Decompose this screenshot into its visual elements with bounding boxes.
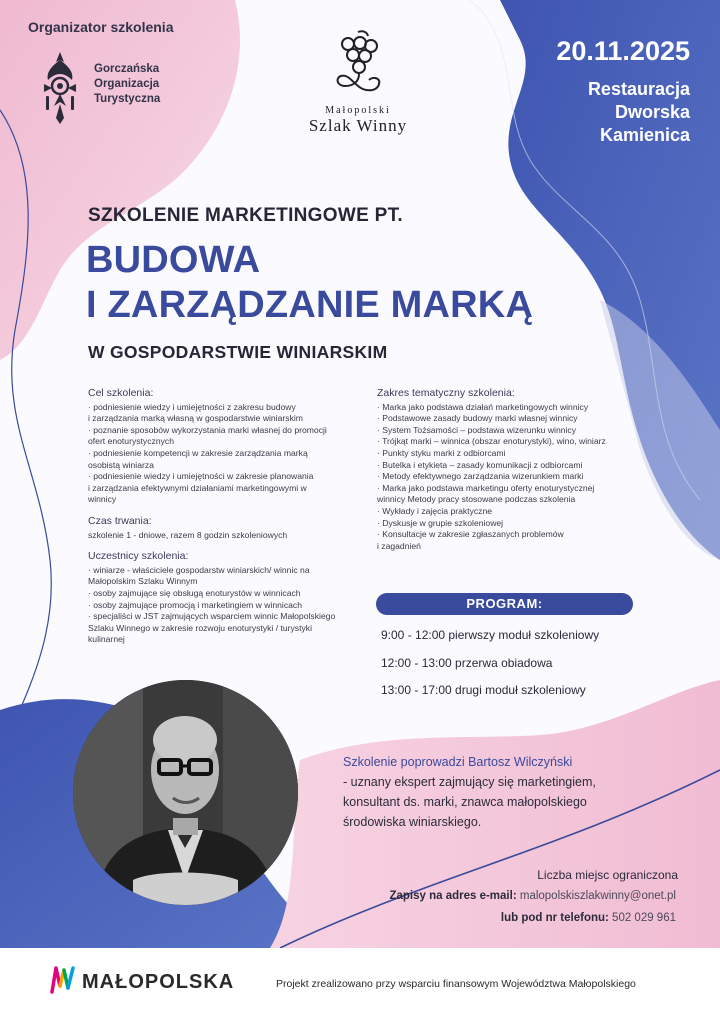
goal-line: · podniesienie wiedzy i umiejętności w zakresie planowania <box>88 471 314 482</box>
organizer-label: Organizator szkolenia <box>28 19 174 35</box>
participants-heading: Uczestnicy szkolenia: <box>88 550 189 563</box>
title-line: BUDOWA <box>86 239 261 281</box>
highlander-ornament-icon <box>38 50 82 126</box>
scope-line: · Podstawowe zasady budowy marki własnej winnicy <box>377 413 578 424</box>
scope-line: · Dyskusje w grupie szkoleniowej <box>377 517 504 528</box>
goal-line: ofert enoturystycznych <box>88 436 174 447</box>
scope-line: i zagadnień <box>377 540 421 551</box>
goal-line: osobistą winiarza <box>88 459 154 470</box>
footer-brand: MAŁOPOLSKA <box>82 971 235 993</box>
scope-line: · Trójkąt marki – winnica (obszar enoturystyki), wino, winiarz <box>377 436 606 447</box>
scope-line: · Butelka i etykieta – zasady komunikacji z odbiorcami <box>377 459 583 470</box>
phone-label: lub pod nr telefonu: <box>500 912 609 924</box>
goal-line: i zarządzania marką własną w gospodarstwie winiarskim <box>88 413 303 424</box>
limited-seats: Liczba miejsc ograniczona <box>537 868 678 882</box>
title-line: I ZARZĄDZANIE MARKĄ <box>86 284 534 326</box>
program-row: 12:00 - 13:00 przerwa obiadowa <box>381 656 553 670</box>
organizer-name-line: Organizacja <box>94 78 160 90</box>
phone-number[interactable]: 502 029 961 <box>612 912 676 924</box>
email-label: Zapisy na adres e-mail: <box>389 890 517 902</box>
program-heading: PROGRAM: <box>376 593 633 615</box>
headline-pre: SZKOLENIE MARKETINGOWE PT. <box>88 205 403 226</box>
event-venue <box>588 78 690 147</box>
goal-line: · poznanie sposobów wykorzystania marki własnej do promocji <box>88 424 327 435</box>
malopolska-m-icon <box>50 966 76 994</box>
duration-text: szkolenie 1 - dniowe, razem 8 godzin szkoleniowych <box>88 529 288 540</box>
grapes-icon <box>323 28 393 98</box>
scope-line: winnicy Metody pracy stosowane podczas szkolenia <box>377 494 576 505</box>
scope-line: · Marka jako podstawa marketingu oferty enoturystycznej <box>377 482 595 493</box>
participants-line: kulinarnej <box>88 634 125 645</box>
venue-line: Dworska <box>614 102 690 122</box>
organizer-name <box>94 62 160 107</box>
scope-line: · Punkty styku marki z odbiorcami <box>377 447 506 458</box>
scope-heading: Zakres tematyczny szkolenia: <box>377 387 515 399</box>
trainer-line: konsultant ds. marki, znawca małopolskiego <box>343 795 587 809</box>
scope-line: · Konsultacje w zakresie zgłaszanych problemów <box>377 529 564 540</box>
headline-title <box>86 238 533 328</box>
organizer-name-line: Turystyczna <box>94 93 161 105</box>
signup-email <box>389 890 676 902</box>
signup-phone <box>501 912 676 924</box>
event-date: 20.11.2025 <box>556 36 690 66</box>
scope-line: · Metody efektywnego zarządzania wizerunkiem marki <box>377 471 584 482</box>
headline-sub: W GOSPODARSTWIE WINIARSKIM <box>88 342 388 362</box>
venue-line: Kamienica <box>599 125 690 145</box>
participants-line: Szlaku Winnego w zakresie rozwoju enoturystyki / turystyki <box>88 622 312 633</box>
partner-name-bottom: Szlak Winny <box>308 116 408 135</box>
program-row: 9:00 - 12:00 pierwszy moduł szkoleniowy <box>381 628 600 642</box>
participants-line: · specjaliści w JST zajmujących wsparciem winnic Małopolskiego <box>88 611 336 622</box>
goal-line: · podniesienie kompetencji w zakresie zarządzania marką <box>88 447 308 458</box>
participants-line: Małopolskim Szlaku Winnym <box>88 576 198 587</box>
trainer-line: - uznany ekspert zajmujący się marketingiem, <box>343 775 596 789</box>
scope-line: · Marka jako podstawa działań marketingowych winnicy <box>377 401 589 412</box>
trainer-info <box>343 752 693 832</box>
participants-line: · osoby zajmujące się obsługą enoturystów w winnicach <box>88 587 301 598</box>
partner-name-top: Małopolski <box>325 105 391 116</box>
trainer-line: środowiska winiarskiego. <box>343 815 482 829</box>
goal-line: winnicy <box>88 494 117 505</box>
trainer-portrait-icon <box>73 680 298 905</box>
duration-heading: Czas trwania: <box>88 514 152 527</box>
email-link[interactable]: malopolskiszlakwinny@onet.pl <box>519 890 676 902</box>
participants-line: · osoby zajmujące promocją i marketingiem w winnicach <box>88 599 302 610</box>
program-row: 13:00 - 17:00 drugi moduł szkoleniowy <box>381 683 586 697</box>
trainer-lead: Szkolenie poprowadzi Bartosz Wilczyński <box>343 755 573 769</box>
organizer-name-line: Gorczańska <box>94 63 160 75</box>
trainer-photo <box>73 680 298 905</box>
venue-line: Restauracja <box>587 79 690 99</box>
scope-line: · Wykłady i zajęcia praktyczne <box>377 505 493 516</box>
scope-column <box>377 388 647 552</box>
scope-line: · System Tożsamości – podstawa wizerunku winnicy <box>377 424 577 435</box>
goal-line: · podniesienie wiedzy i umiejętności z zakresu budowy <box>88 401 296 412</box>
left-column <box>88 388 373 646</box>
goal-line: i zarządzania efektywnymi działaniami marketingowymi w <box>88 482 307 493</box>
partner-logo <box>288 28 428 136</box>
footer-note: Projekt zrealizowano przy wsparciu finansowym Województwa Małopolskiego <box>276 978 636 990</box>
participants-line: · winiarze - właściciele gospodarstw winiarskich/ winnic na <box>88 564 310 575</box>
goal-heading: Cel szkolenia: <box>88 387 154 399</box>
